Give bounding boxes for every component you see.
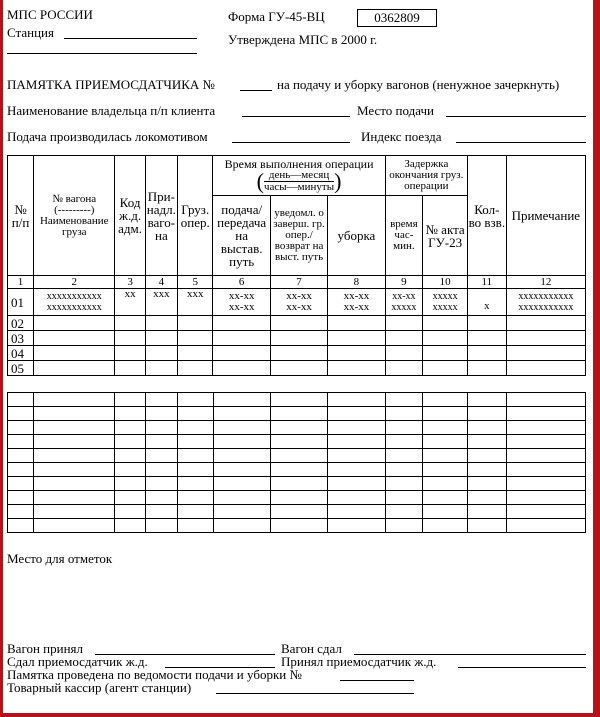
loco-field[interactable] bbox=[232, 142, 350, 143]
col-number: 7 bbox=[270, 276, 327, 289]
col-header-oper: Груз. опер. bbox=[178, 156, 213, 276]
col-header-wagon bbox=[34, 156, 115, 276]
col-number: 5 bbox=[178, 276, 213, 289]
col-number: 3 bbox=[115, 276, 145, 289]
table-row bbox=[8, 331, 586, 346]
train-index-field[interactable] bbox=[456, 142, 586, 143]
removal-time: xx-xx bbox=[343, 301, 370, 313]
col-header-act: № акта ГУ-23 bbox=[423, 196, 468, 276]
col-header-num: № п/п bbox=[8, 156, 34, 276]
col-header-count: Кол-во взв. bbox=[468, 156, 507, 276]
station-label: Станция bbox=[7, 25, 54, 40]
col-header-removal: уборка bbox=[328, 196, 385, 276]
notice-date: xx-xx bbox=[286, 290, 312, 302]
table-row bbox=[8, 346, 586, 361]
notice-time: xx-xx bbox=[286, 301, 312, 313]
col-header-wagon-dash: (---------) bbox=[54, 203, 95, 216]
col-number: 9 bbox=[385, 276, 423, 289]
col-header-wagon-top: № вагона bbox=[52, 192, 97, 205]
table-row bbox=[8, 393, 586, 407]
col-header-wagon-bottom: Наименование груза bbox=[39, 214, 109, 238]
note-bottom: xxxxxxxxxxx bbox=[518, 302, 574, 313]
cargo-name: xxxxxxxxxxx bbox=[46, 302, 102, 313]
left-border bbox=[0, 0, 3, 717]
handed-by-label: Сдал приемосдатчик ж.д. bbox=[7, 654, 148, 669]
row-number: 05 bbox=[8, 361, 34, 376]
table-row bbox=[8, 316, 586, 331]
row-number: 04 bbox=[8, 346, 34, 361]
cashier-label: Товарный кассир (агент станции) bbox=[7, 680, 192, 695]
count-cell[interactable]: x bbox=[468, 289, 507, 316]
col-header-delay-time: время час-мин. bbox=[385, 196, 423, 276]
time-fraction: ( день—месяц часы—минуты ) bbox=[256, 168, 342, 193]
col-number: 1 bbox=[8, 276, 34, 289]
act-cell[interactable] bbox=[423, 289, 468, 316]
row-number: 03 bbox=[8, 331, 34, 346]
cashier-field[interactable] bbox=[216, 693, 414, 694]
oper-cell[interactable]: xxx bbox=[178, 289, 213, 316]
code-cell[interactable]: xx bbox=[115, 289, 145, 316]
notice-cell[interactable] bbox=[270, 289, 327, 316]
col-number: 4 bbox=[145, 276, 177, 289]
col-number: 2 bbox=[34, 276, 115, 289]
table-row bbox=[8, 435, 586, 449]
table-row bbox=[8, 519, 586, 533]
col-header-note: Примечание bbox=[506, 156, 585, 276]
station-field[interactable] bbox=[64, 38, 197, 39]
delivery-time: xx-xx bbox=[228, 301, 255, 313]
table-row bbox=[8, 407, 586, 421]
title-prefix: ПАМЯТКА ПРИЕМОСДАТЧИКА № bbox=[7, 77, 215, 92]
act-top: xxxxx bbox=[432, 291, 458, 302]
time-fraction-top: день—месяц bbox=[264, 170, 334, 182]
time-group-header bbox=[213, 156, 385, 196]
table-row bbox=[8, 449, 586, 463]
marks-label: Место для отметок bbox=[7, 551, 113, 566]
title-suffix: на подачу и уборку вагонов (ненужное зачеркнуть) bbox=[277, 77, 560, 92]
wagon-received-label: Вагон принял bbox=[7, 641, 83, 656]
received-by-field[interactable] bbox=[458, 667, 586, 668]
removal-cell[interactable] bbox=[328, 289, 385, 316]
org-name: МПС РОССИИ bbox=[7, 7, 93, 22]
train-index-label: Индекс поезда bbox=[361, 129, 442, 144]
form-number: 0362809 bbox=[357, 9, 437, 27]
row-number: 02 bbox=[8, 316, 34, 331]
note-cell[interactable] bbox=[506, 289, 585, 316]
loco-label: Подача производилась локомотивом bbox=[7, 129, 208, 144]
act-bottom: xxxxx bbox=[432, 302, 458, 313]
table-row bbox=[8, 491, 586, 505]
col-number: 6 bbox=[213, 276, 270, 289]
statement-label: Памятка проведена по ведомости подачи и уборки № bbox=[7, 667, 302, 682]
col-header-code: Код ж.д. адм. bbox=[115, 156, 145, 276]
col-number: 8 bbox=[328, 276, 385, 289]
form-label: Форма ГУ-45-ВЦ bbox=[228, 9, 325, 24]
place-label: Место подачи bbox=[357, 103, 434, 118]
statement-number-field[interactable] bbox=[340, 680, 414, 681]
place-field[interactable] bbox=[446, 116, 586, 117]
right-border bbox=[593, 0, 600, 717]
table-row bbox=[8, 421, 586, 435]
main-table bbox=[7, 155, 586, 376]
note-top: xxxxxxxxxxx bbox=[518, 291, 574, 302]
wagon-number: xxxxxxxxxxx bbox=[46, 291, 102, 302]
removal-date: xx-xx bbox=[343, 290, 370, 302]
table-row bbox=[8, 361, 586, 376]
delay-group-header: Задержка окончания груз. операции bbox=[385, 156, 467, 196]
bottom-border bbox=[0, 713, 600, 717]
table-row bbox=[8, 463, 586, 477]
approved-text: Утверждена МПС в 2000 г. bbox=[228, 32, 378, 47]
owner-cell[interactable]: xxx bbox=[145, 289, 177, 316]
delay-time-cell[interactable] bbox=[385, 289, 423, 316]
continuation-table bbox=[7, 392, 586, 533]
table-row bbox=[8, 477, 586, 491]
col-number: 12 bbox=[506, 276, 585, 289]
memo-number-field[interactable] bbox=[240, 90, 272, 91]
received-by-label: Принял приемосдатчик ж.д. bbox=[281, 654, 437, 669]
wagon-cell[interactable] bbox=[34, 289, 115, 316]
delay-time-top: xx-xx bbox=[392, 291, 416, 302]
col-number: 11 bbox=[468, 276, 507, 289]
table-row bbox=[8, 505, 586, 519]
delay-time-bottom: xxxxx bbox=[391, 302, 417, 313]
col-header-owner: При-надл. ваго-на bbox=[145, 156, 177, 276]
wagon-handed-label: Вагон сдал bbox=[281, 641, 342, 656]
col-number: 10 bbox=[423, 276, 468, 289]
owner-field[interactable] bbox=[242, 116, 350, 117]
delivery-date: xx-xx bbox=[228, 290, 255, 302]
station-field-line2[interactable] bbox=[7, 53, 197, 54]
row-number: 01 bbox=[8, 289, 34, 316]
time-group-title: Время выполнения операции bbox=[224, 156, 374, 171]
delivery-cell[interactable] bbox=[213, 289, 270, 316]
table-row-sample bbox=[8, 289, 586, 316]
time-fraction-bottom: часы—минуты bbox=[263, 180, 335, 193]
col-header-delivery: подача/ передача на выстав. путь bbox=[213, 196, 270, 276]
owner-label: Наименование владельца п/п клиента bbox=[7, 103, 216, 118]
col-header-notice: уведомл. о заверш. гр. опер./ возврат на выст. путь bbox=[270, 196, 327, 276]
